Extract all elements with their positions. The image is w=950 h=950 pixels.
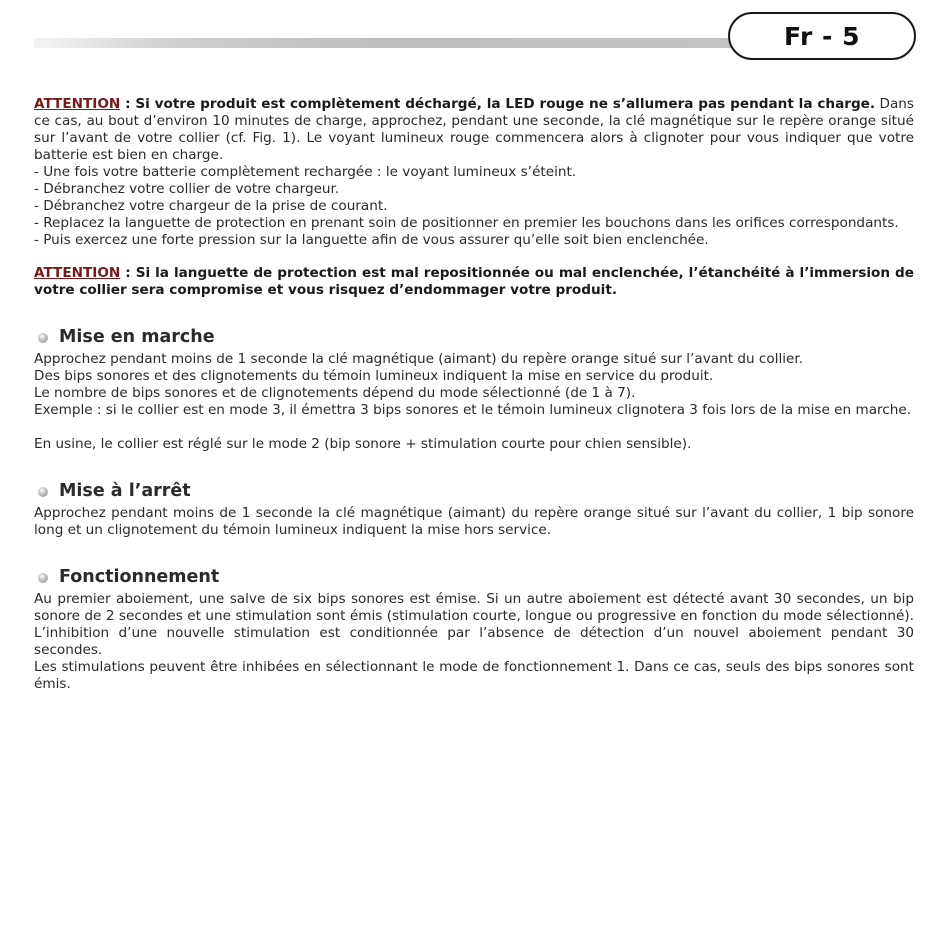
- list-item: - Puis exercez une forte pression sur la languette afin de vous assurer qu’elle soit bien enclenchée.: [34, 232, 709, 248]
- page-number-badge: [728, 12, 916, 60]
- warning-label: ATTENTION: [34, 96, 121, 112]
- list-item: - Une fois votre batterie complètement rechargée : le voyant lumineux s’éteint.: [34, 164, 577, 180]
- warning-body-text: Dans ce cas, au bout d’environ 10 minutes de charge, approchez, pendant une seconde, la clé magnétique sur le repère orange situé sur l’avant de votre collier (cf. Fig. 1). Le voyant lumineux rouge commencera alors à clignoter pour vous indiquer que votre batterie est bien en charge.: [34, 96, 915, 163]
- bullet-dot-icon: [38, 487, 48, 497]
- list-item: - Débranchez votre chargeur de la prise de courant.: [34, 198, 388, 214]
- bullet-dot-icon: [38, 573, 48, 583]
- warning-label: ATTENTION: [34, 265, 121, 281]
- header-rule: [34, 38, 749, 48]
- section-power-off: [34, 483, 914, 539]
- section-heading: Mise en marche: [59, 327, 215, 347]
- warning-bold-text: Si votre produit est complètement déchargé, la LED rouge ne s’allumera pas pendant la charge.: [135, 96, 876, 112]
- paragraph: Approchez pendant moins de 1 seconde la clé magnétique (aimant) du repère orange situé sur l’avant du collier, 1 bip sonore long et un clignotement du témoin lumineux indiquent la mise hors service.: [34, 505, 914, 538]
- list-item: - Replacez la languette de protection en prenant soin de positionner en premier les bouchons dans les orifices correspondants.: [34, 215, 899, 231]
- bullet-dot-icon: [38, 333, 48, 343]
- section-heading: Mise à l’arrêt: [59, 481, 191, 501]
- section-power-on: [34, 329, 914, 453]
- paragraph: Exemple : si le collier est en mode 3, il émettra 3 bips sonores et le témoin lumineux clignotera 3 fois lors de la mise en marche.: [34, 402, 912, 418]
- section-operation: [34, 569, 914, 693]
- paragraph: Des bips sonores et des clignotements du témoin lumineux indiquent la mise en service du produit.: [34, 368, 714, 384]
- list-item: - Débranchez votre collier de votre chargeur.: [34, 181, 340, 197]
- charge-steps-list: [34, 164, 914, 249]
- page-number: Fr - 5: [784, 21, 860, 51]
- section-heading: Fonctionnement: [59, 567, 220, 587]
- paragraph: Les stimulations peuvent être inhibées en sélectionnant le mode de fonctionnement 1. Dans ce cas, seuls des bips sonores sont émis.: [34, 659, 914, 692]
- paragraph: En usine, le collier est réglé sur le mode 2 (bip sonore + stimulation courte pour chien sensible).: [34, 436, 692, 452]
- paragraph: Le nombre de bips sonores et de clignotements dépend du mode sélectionné (de 1 à 7).: [34, 385, 636, 401]
- warning-bold-text: Si la languette de protection est mal repositionnée ou mal enclenchée, l’étanchéité à l’immersion de votre collier sera compromise et vous risquez d’endommager votre produit.: [34, 265, 915, 298]
- seal-warning: ATTENTION : Si la languette de protection est mal repositionnée ou mal enclenchée, l’étanchéité à l’immersion de votre collier sera compromise et vous risquez d’endommager votre produit.: [34, 265, 915, 298]
- document-body: [34, 96, 914, 693]
- paragraph: Au premier aboiement, une salve de six bips sonores est émise. Si un autre aboiement est détecté avant 30 secondes, un bip sonore de 2 secondes et une stimulation sont émis (stimulation courte, longue ou progressive en fonction du mode sélectionné). L’inhibition d’une nouvelle stimulation est conditionnée par l’absence de détection d’un nouvel aboiement pendant 30 secondes.: [34, 591, 914, 658]
- paragraph: Approchez pendant moins de 1 seconde la clé magnétique (aimant) du repère orange situé sur l’avant du collier.: [34, 351, 804, 367]
- charge-warning: ATTENTION : Si votre produit est complètement déchargé, la LED rouge ne s’allumera pas pendant la charge. Dans ce cas, au bout d’environ 10 minutes de charge, approchez, pendant une seconde, la clé magnétique sur le repère orange situé sur l’avant de votre collier (cf. Fig. 1). Le voyant lumineux rouge commencera alors à clignoter pour vous indiquer que votre batterie est bien en charge.: [34, 96, 915, 163]
